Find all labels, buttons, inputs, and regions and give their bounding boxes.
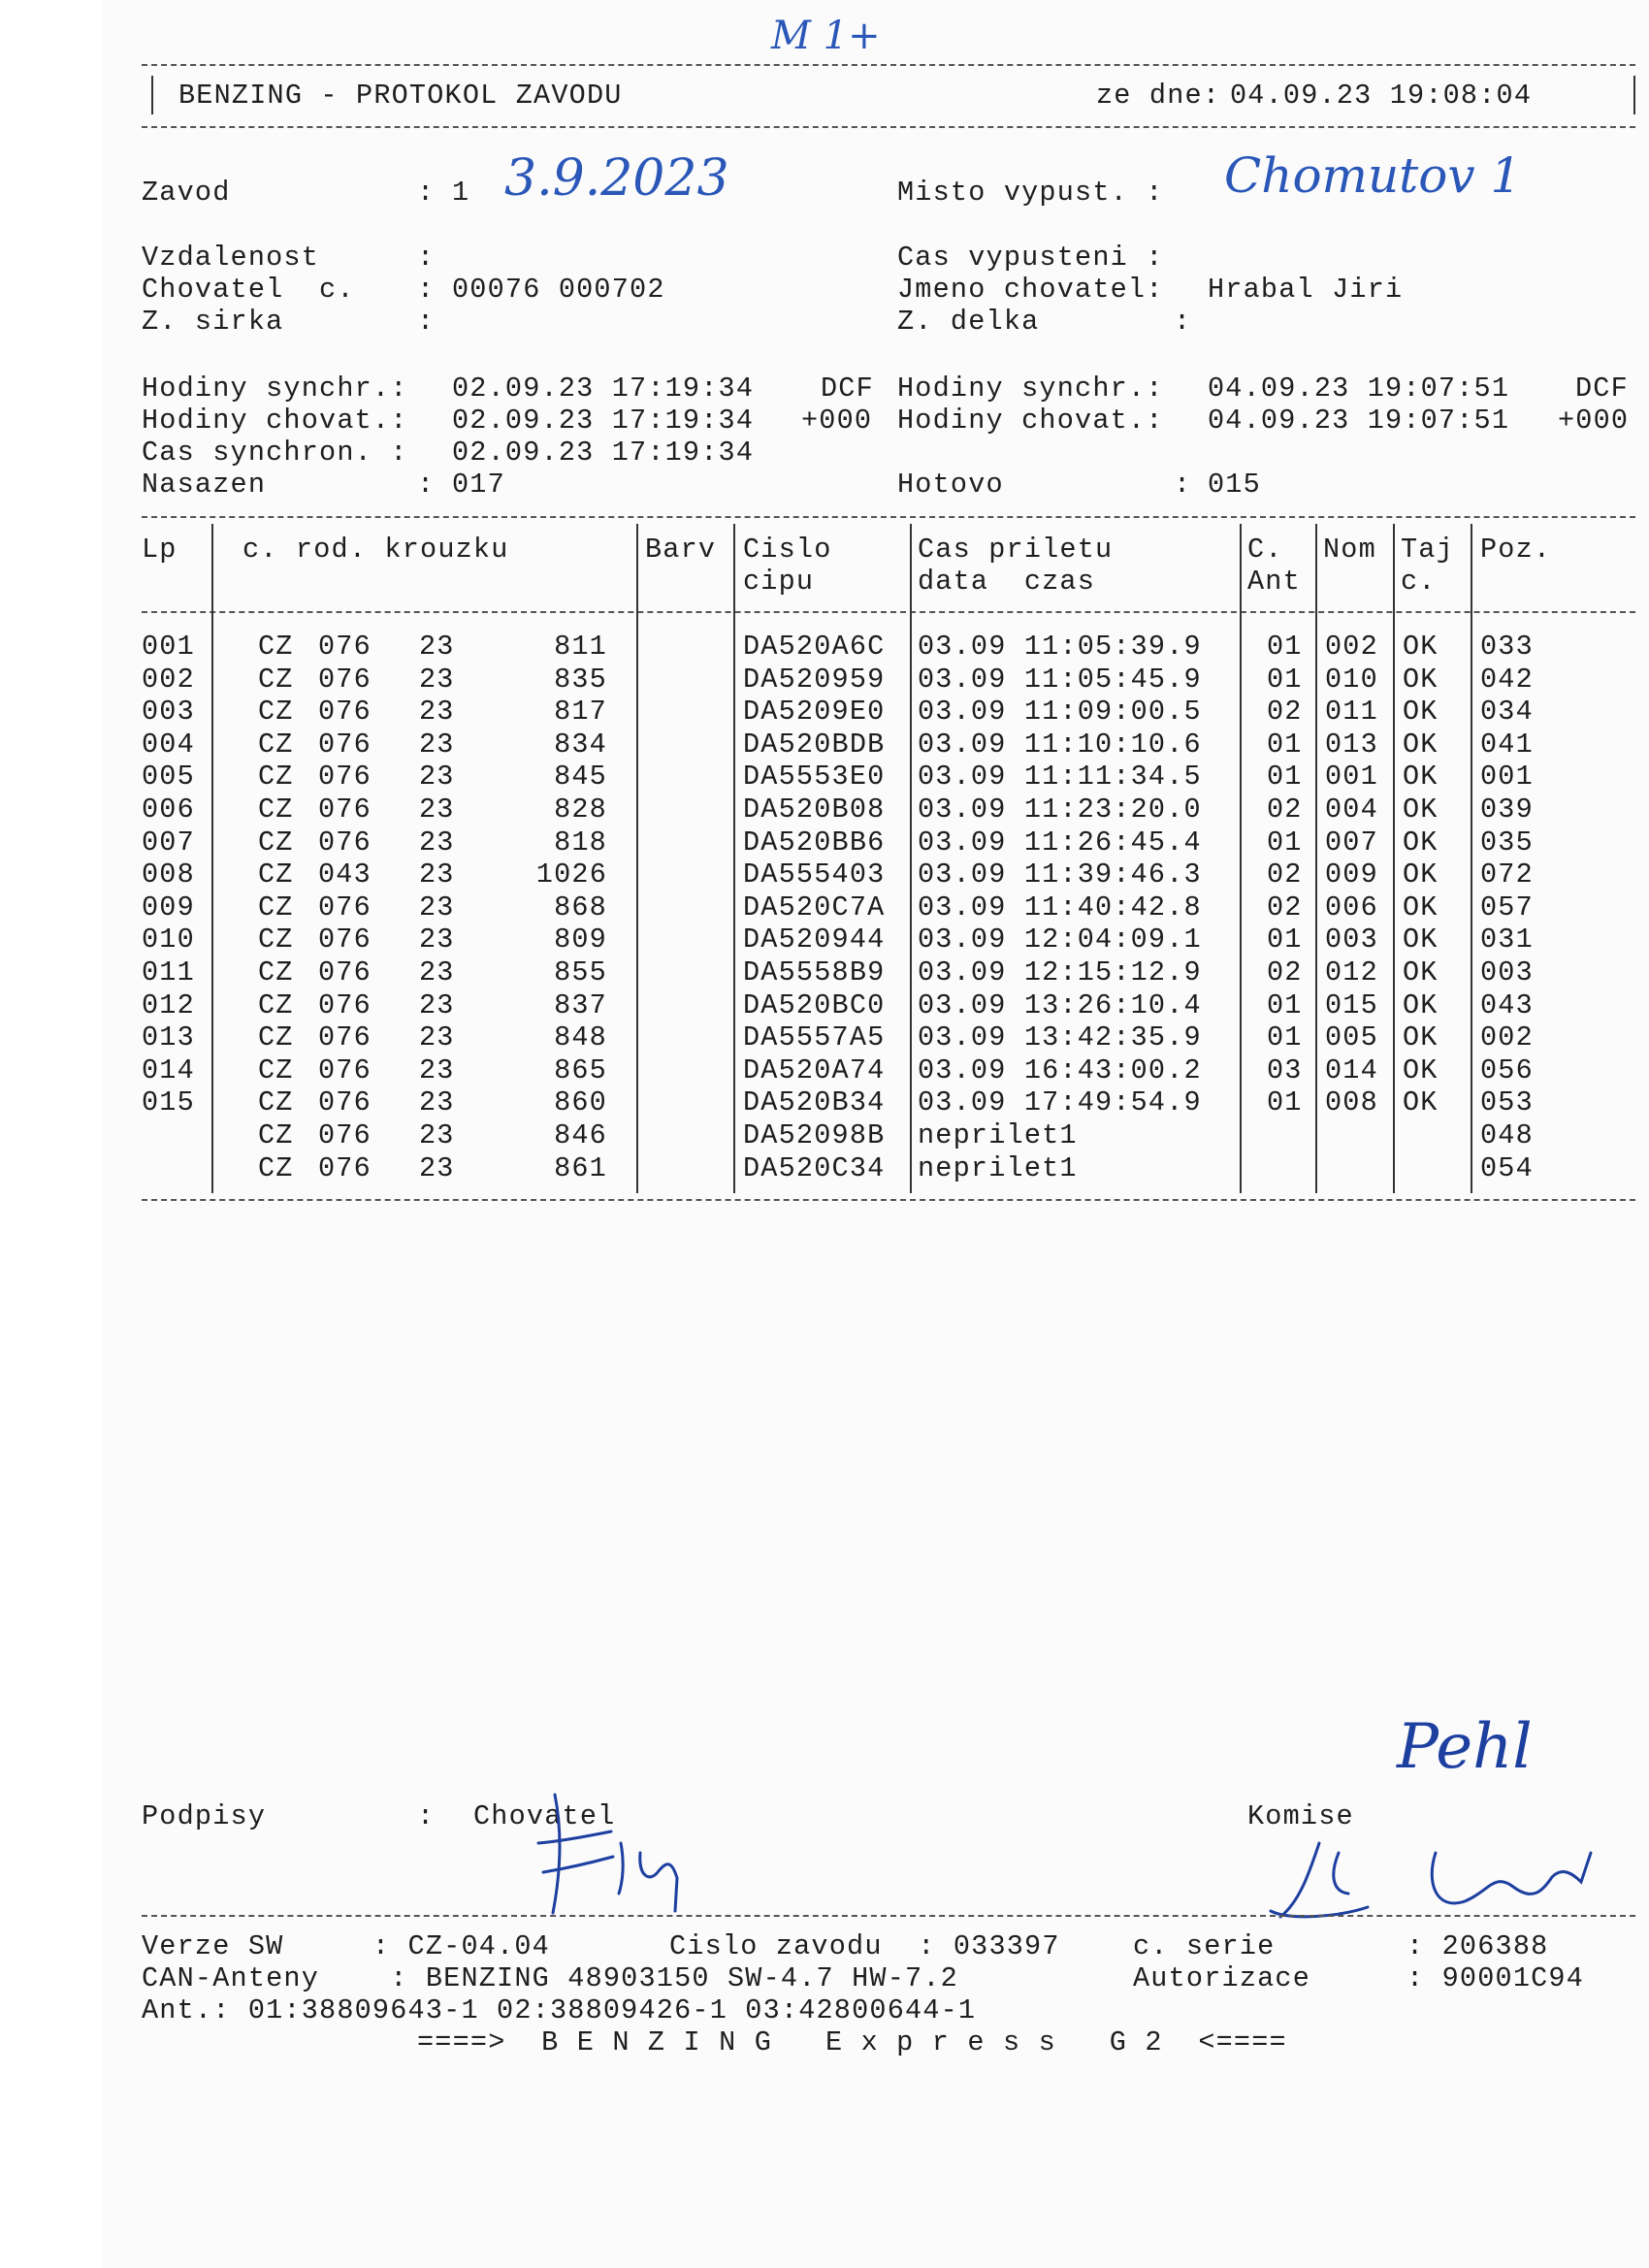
table-column-rule [1471, 524, 1472, 1193]
handwritten-top-note: M 1+ [771, 14, 881, 58]
header-arrival-2: data czas [918, 566, 1096, 598]
cell-year: 23 [419, 1151, 455, 1184]
cell-chip: DA520A6C [743, 631, 886, 663]
header-top-border [142, 64, 1635, 66]
cell-arrival: 03.09 16:43:00.2 [918, 1053, 1202, 1086]
cell-country: CZ [258, 631, 294, 663]
cell-position: 039 [1480, 794, 1534, 826]
table-column-rule [636, 524, 638, 1193]
cell-year: 23 [419, 1053, 455, 1086]
cell-chip: DA555403 [743, 859, 886, 891]
cell-taj: OK [1403, 631, 1439, 663]
cell-club: 043 [318, 859, 372, 891]
cell-year: 23 [419, 859, 455, 891]
sync-left-3-value: 02.09.23 17:19:34 [452, 437, 755, 469]
cell-nom: 006 [1325, 891, 1378, 923]
cell-ring-number: 811 [554, 631, 607, 663]
table-column-rule [1315, 524, 1317, 1193]
footer-race-number: Cislo zavodu : 033397 [669, 1930, 1060, 1962]
cell-club: 076 [318, 1021, 372, 1054]
header-taj-2: c. [1401, 566, 1437, 598]
cell-taj: OK [1403, 794, 1439, 826]
report-title: BENZING - PROTOKOL ZAVODU [178, 80, 623, 112]
jmeno-label: Jmeno chovatel: [897, 274, 1164, 306]
cell-position: 057 [1480, 891, 1534, 923]
zavod-value: 1 [452, 177, 470, 209]
footer-brand-line: ====> B E N Z I N G E x p r e s s G 2 <==== [417, 2026, 1287, 2058]
cell-arrival: 03.09 13:42:35.9 [918, 1021, 1202, 1054]
report-date-label: ze dne: [1096, 80, 1221, 112]
cell-country: CZ [258, 761, 294, 794]
cell-year: 23 [419, 794, 455, 826]
cell-arrival: 03.09 11:23:20.0 [918, 794, 1202, 826]
cell-position: 054 [1480, 1151, 1534, 1184]
cell-antenna: 01 [1267, 1021, 1303, 1054]
cell-ring-number: 834 [554, 728, 607, 761]
header-lp: Lp [142, 534, 178, 566]
cell-lp: 009 [142, 891, 195, 923]
cell-country: CZ [258, 1053, 294, 1086]
footer-top-border [142, 1915, 1635, 1917]
cell-lp: 001 [142, 631, 195, 663]
cell-lp: 006 [142, 794, 195, 826]
cell-nom: 013 [1325, 728, 1378, 761]
cell-chip: DA520BC0 [743, 988, 886, 1021]
cell-position: 031 [1480, 923, 1534, 956]
jmeno-value: Hrabal Jiri [1208, 274, 1404, 306]
cell-arrival: 03.09 11:11:34.5 [918, 761, 1202, 794]
cell-nom: 011 [1325, 696, 1378, 729]
sync-right-1-label: Hodiny synchr.: [897, 373, 1164, 405]
cell-lp: 013 [142, 1021, 195, 1054]
signature-komise-label: Komise [1247, 1800, 1354, 1832]
cell-club: 076 [318, 728, 372, 761]
cell-position: 035 [1480, 826, 1534, 859]
cell-position: 003 [1480, 956, 1534, 988]
cell-taj: OK [1403, 1053, 1439, 1086]
cell-lp: 002 [142, 663, 195, 696]
signature-chovatel-label: Chovatel [473, 1800, 616, 1832]
sync-left-2-label: Hodiny chovat.: [142, 405, 408, 437]
cell-arrival: 03.09 11:10:10.6 [918, 728, 1202, 761]
sync-left-1-extra: DCF [821, 373, 874, 405]
cell-lp: 004 [142, 728, 195, 761]
cell-antenna: 01 [1267, 988, 1303, 1021]
zavod-colon: : [417, 177, 436, 209]
cell-year: 23 [419, 631, 455, 663]
cell-chip: DA5557A5 [743, 1021, 886, 1054]
table-column-rule [733, 524, 735, 1193]
cell-club: 076 [318, 1119, 372, 1151]
cell-year: 23 [419, 923, 455, 956]
cell-arrival: 03.09 11:39:46.3 [918, 859, 1202, 891]
sync-left-2-value: 02.09.23 17:19:34 [452, 405, 755, 437]
header-ant-1: C. [1247, 534, 1283, 566]
cell-year: 23 [419, 663, 455, 696]
cell-antenna: 01 [1267, 631, 1303, 663]
table-column-rule [910, 524, 912, 1193]
cell-ring-number: 865 [554, 1053, 607, 1086]
cell-country: CZ [258, 794, 294, 826]
cell-country: CZ [258, 663, 294, 696]
cell-arrival: neprilet1 [918, 1119, 1078, 1151]
signatures-label: Podpisy [142, 1800, 267, 1832]
cell-chip: DA520B34 [743, 1086, 886, 1119]
cell-taj: OK [1403, 891, 1439, 923]
cell-chip: DA520944 [743, 923, 886, 956]
cell-ring-number: 860 [554, 1086, 607, 1119]
cell-taj: OK [1403, 988, 1439, 1021]
cell-country: CZ [258, 956, 294, 988]
cell-country: CZ [258, 988, 294, 1021]
cell-position: 072 [1480, 859, 1534, 891]
cell-club: 076 [318, 761, 372, 794]
komise-signature-2 [1397, 1707, 1620, 1940]
cell-lp: 007 [142, 826, 195, 859]
cell-ring-number: 861 [554, 1151, 607, 1184]
chovatel-label: Chovatel c. [142, 274, 355, 306]
sync-left-1-value: 02.09.23 17:19:34 [452, 373, 755, 405]
cell-year: 23 [419, 1119, 455, 1151]
cell-position: 043 [1480, 988, 1534, 1021]
header-bottom-border [142, 126, 1635, 128]
cell-year: 23 [419, 891, 455, 923]
cell-country: CZ [258, 859, 294, 891]
cell-arrival: 03.09 11:40:42.8 [918, 891, 1202, 923]
footer-sw-version: Verze SW : CZ-04.04 [142, 1930, 550, 1962]
cell-antenna: 02 [1267, 859, 1303, 891]
sync-right-1-value: 04.09.23 19:07:51 [1208, 373, 1510, 405]
cell-ring-number: 1026 [535, 859, 607, 891]
cell-nom: 005 [1325, 1021, 1378, 1054]
chovatel-value: 00076 000702 [452, 274, 665, 306]
hotovo-label: Hotovo [897, 469, 1004, 501]
cell-taj: OK [1403, 826, 1439, 859]
report-date-value: 04.09.23 19:08:04 [1230, 80, 1533, 112]
cell-chip: DA5209E0 [743, 696, 886, 729]
sync-right-2-label: Hodiny chovat.: [897, 405, 1164, 437]
cell-antenna: 01 [1267, 923, 1303, 956]
nasazen-label: Nasazen [142, 469, 267, 501]
delka-colon: : [1174, 306, 1192, 338]
cell-nom: 008 [1325, 1086, 1378, 1119]
cell-position: 048 [1480, 1119, 1534, 1151]
footer-serial-value: : 206388 [1406, 1930, 1549, 1962]
cell-position: 002 [1480, 1021, 1534, 1054]
cell-lp: 008 [142, 859, 195, 891]
cell-ring-number: 818 [554, 826, 607, 859]
footer-authorization-value: : 90001C94 [1406, 1962, 1585, 1994]
header-ring: c. rod. krouzku [242, 534, 509, 566]
header-ant-2: Ant [1247, 566, 1301, 598]
hotovo-colon: : [1174, 469, 1192, 501]
cell-club: 076 [318, 696, 372, 729]
cell-arrival: 03.09 12:15:12.9 [918, 956, 1202, 988]
cell-country: CZ [258, 1021, 294, 1054]
cas-vypusteni-label: Cas vypusteni : [897, 242, 1164, 274]
cell-nom: 015 [1325, 988, 1378, 1021]
table-column-rule [1393, 524, 1395, 1193]
cell-arrival: 03.09 11:05:39.9 [918, 631, 1202, 663]
cell-position: 001 [1480, 761, 1534, 794]
cell-chip: DA520A74 [743, 1053, 886, 1086]
cell-position: 041 [1480, 728, 1534, 761]
cell-taj: OK [1403, 923, 1439, 956]
cell-arrival: 03.09 12:04:09.1 [918, 923, 1202, 956]
cell-position: 053 [1480, 1086, 1534, 1119]
chovatel-colon: : [417, 274, 436, 306]
header-right-border [1633, 76, 1635, 114]
cell-nom: 014 [1325, 1053, 1378, 1086]
table-top-border [142, 516, 1635, 518]
nasazen-colon: : [417, 469, 436, 501]
cell-ring-number: 868 [554, 891, 607, 923]
cell-taj: OK [1403, 761, 1439, 794]
cell-year: 23 [419, 956, 455, 988]
cell-ring-number: 835 [554, 663, 607, 696]
misto-label: Misto vypust. : [897, 177, 1164, 209]
cell-ring-number: 846 [554, 1119, 607, 1151]
cell-position: 033 [1480, 631, 1534, 663]
cell-chip: DA520959 [743, 663, 886, 696]
cell-chip: DA520C34 [743, 1151, 886, 1184]
footer-serial-label: c. serie [1133, 1930, 1276, 1962]
komise-signature-handwriting: Pehl [1397, 1711, 1533, 1783]
cell-club: 076 [318, 956, 372, 988]
sync-left-3-label: Cas synchron. : [142, 437, 408, 469]
signatures-colon: : [417, 1800, 436, 1832]
cell-ring-number: 848 [554, 1021, 607, 1054]
cell-lp: 011 [142, 956, 195, 988]
cell-antenna: 01 [1267, 826, 1303, 859]
cell-antenna: 01 [1267, 663, 1303, 696]
cell-nom: 004 [1325, 794, 1378, 826]
cell-lp: 014 [142, 1053, 195, 1086]
cell-nom: 002 [1325, 631, 1378, 663]
cell-year: 23 [419, 1021, 455, 1054]
sync-left-2-extra: +000 [801, 405, 873, 437]
cell-club: 076 [318, 663, 372, 696]
cell-arrival: 03.09 11:05:45.9 [918, 663, 1202, 696]
cell-lp: 003 [142, 696, 195, 729]
cell-country: CZ [258, 826, 294, 859]
sync-right-1-extra: DCF [1575, 373, 1629, 405]
cell-taj: OK [1403, 663, 1439, 696]
sync-left-1-label: Hodiny synchr.: [142, 373, 408, 405]
cell-antenna: 02 [1267, 794, 1303, 826]
cell-country: CZ [258, 923, 294, 956]
cell-country: CZ [258, 728, 294, 761]
cell-position: 056 [1480, 1053, 1534, 1086]
sirka-colon: : [417, 306, 436, 338]
delka-label: Z. delka [897, 306, 1040, 338]
table-column-rule [1240, 524, 1242, 1193]
cell-club: 076 [318, 1151, 372, 1184]
cell-lp: 010 [142, 923, 195, 956]
cell-taj: OK [1403, 1086, 1439, 1119]
header-poz: Poz. [1480, 534, 1552, 566]
header-taj-1: Taj [1401, 534, 1454, 566]
cell-year: 23 [419, 761, 455, 794]
cell-position: 042 [1480, 663, 1534, 696]
cell-arrival: 03.09 11:26:45.4 [918, 826, 1202, 859]
cell-taj: OK [1403, 1021, 1439, 1054]
table-bottom-border [142, 1199, 1635, 1201]
header-chip-1: Cislo [743, 534, 832, 566]
cell-club: 076 [318, 794, 372, 826]
vzdalenost-label: Vzdalenost [142, 242, 320, 274]
table-column-rule [211, 524, 213, 1193]
cell-ring-number: 855 [554, 956, 607, 988]
hotovo-value: 015 [1208, 469, 1261, 501]
cell-lp: 012 [142, 988, 195, 1021]
cell-antenna: 03 [1267, 1053, 1303, 1086]
cell-club: 076 [318, 631, 372, 663]
cell-arrival: neprilet1 [918, 1151, 1078, 1184]
handwritten-date: 3.9.2023 [504, 149, 729, 208]
cell-club: 076 [318, 826, 372, 859]
cell-nom: 003 [1325, 923, 1378, 956]
cell-chip: DA520C7A [743, 891, 886, 923]
cell-club: 076 [318, 923, 372, 956]
sync-right-2-extra: +000 [1558, 405, 1630, 437]
cell-country: CZ [258, 891, 294, 923]
sync-right-2-value: 04.09.23 19:07:51 [1208, 405, 1510, 437]
header-chip-2: cipu [743, 566, 815, 598]
cell-club: 076 [318, 1086, 372, 1119]
cell-taj: OK [1403, 859, 1439, 891]
cell-ring-number: 845 [554, 761, 607, 794]
cell-country: CZ [258, 696, 294, 729]
cell-chip: DA5553E0 [743, 761, 886, 794]
cell-ring-number: 837 [554, 988, 607, 1021]
cell-chip: DA520BB6 [743, 826, 886, 859]
cell-chip: DA52098B [743, 1119, 886, 1151]
cell-nom: 001 [1325, 761, 1378, 794]
cell-arrival: 03.09 17:49:54.9 [918, 1086, 1202, 1119]
cell-nom: 010 [1325, 663, 1378, 696]
footer-antennas: CAN-Anteny : BENZING 48903150 SW-4.7 HW-7.2 [142, 1962, 958, 1994]
cell-club: 076 [318, 891, 372, 923]
header-nom: Nom [1323, 534, 1376, 566]
cell-position: 034 [1480, 696, 1534, 729]
handwritten-release-place: Chomutov 1 [1224, 147, 1522, 204]
footer-authorization-label: Autorizace [1133, 1962, 1311, 1994]
cell-year: 23 [419, 1086, 455, 1119]
cell-year: 23 [419, 696, 455, 729]
cell-nom: 009 [1325, 859, 1378, 891]
cell-year: 23 [419, 728, 455, 761]
cell-country: CZ [258, 1119, 294, 1151]
table-header-separator [142, 611, 1635, 613]
cell-ring-number: 817 [554, 696, 607, 729]
cell-arrival: 03.09 13:26:10.4 [918, 988, 1202, 1021]
cell-antenna: 02 [1267, 956, 1303, 988]
sirka-label: Z. sirka [142, 306, 284, 338]
cell-antenna: 02 [1267, 891, 1303, 923]
cell-country: CZ [258, 1151, 294, 1184]
header-left-border [151, 76, 153, 114]
cell-club: 076 [318, 1053, 372, 1086]
cell-taj: OK [1403, 728, 1439, 761]
cell-nom: 012 [1325, 956, 1378, 988]
zavod-label: Zavod [142, 177, 231, 209]
cell-chip: DA520BDB [743, 728, 886, 761]
cell-antenna: 01 [1267, 761, 1303, 794]
cell-ring-number: 809 [554, 923, 607, 956]
cell-lp: 005 [142, 761, 195, 794]
cell-country: CZ [258, 1086, 294, 1119]
vzdalenost-colon: : [417, 242, 436, 274]
cell-year: 23 [419, 826, 455, 859]
cell-arrival: 03.09 11:09:00.5 [918, 696, 1202, 729]
cell-taj: OK [1403, 956, 1439, 988]
cell-antenna: 01 [1267, 1086, 1303, 1119]
footer-antenna-ids: Ant.: 01:38809643-1 02:38809426-1 03:42800644-1 [142, 1994, 977, 2026]
header-barv: Barv [645, 534, 717, 566]
cell-year: 23 [419, 988, 455, 1021]
cell-antenna: 02 [1267, 696, 1303, 729]
cell-chip: DA5558B9 [743, 956, 886, 988]
cell-antenna: 01 [1267, 728, 1303, 761]
nasazen-value: 017 [452, 469, 505, 501]
header-arrival-1: Cas priletu [918, 534, 1114, 566]
cell-ring-number: 828 [554, 794, 607, 826]
cell-club: 076 [318, 988, 372, 1021]
chovatel-signature [504, 1785, 698, 1921]
cell-chip: DA520B08 [743, 794, 886, 826]
cell-taj: OK [1403, 696, 1439, 729]
cell-nom: 007 [1325, 826, 1378, 859]
cell-lp: 015 [142, 1086, 195, 1119]
